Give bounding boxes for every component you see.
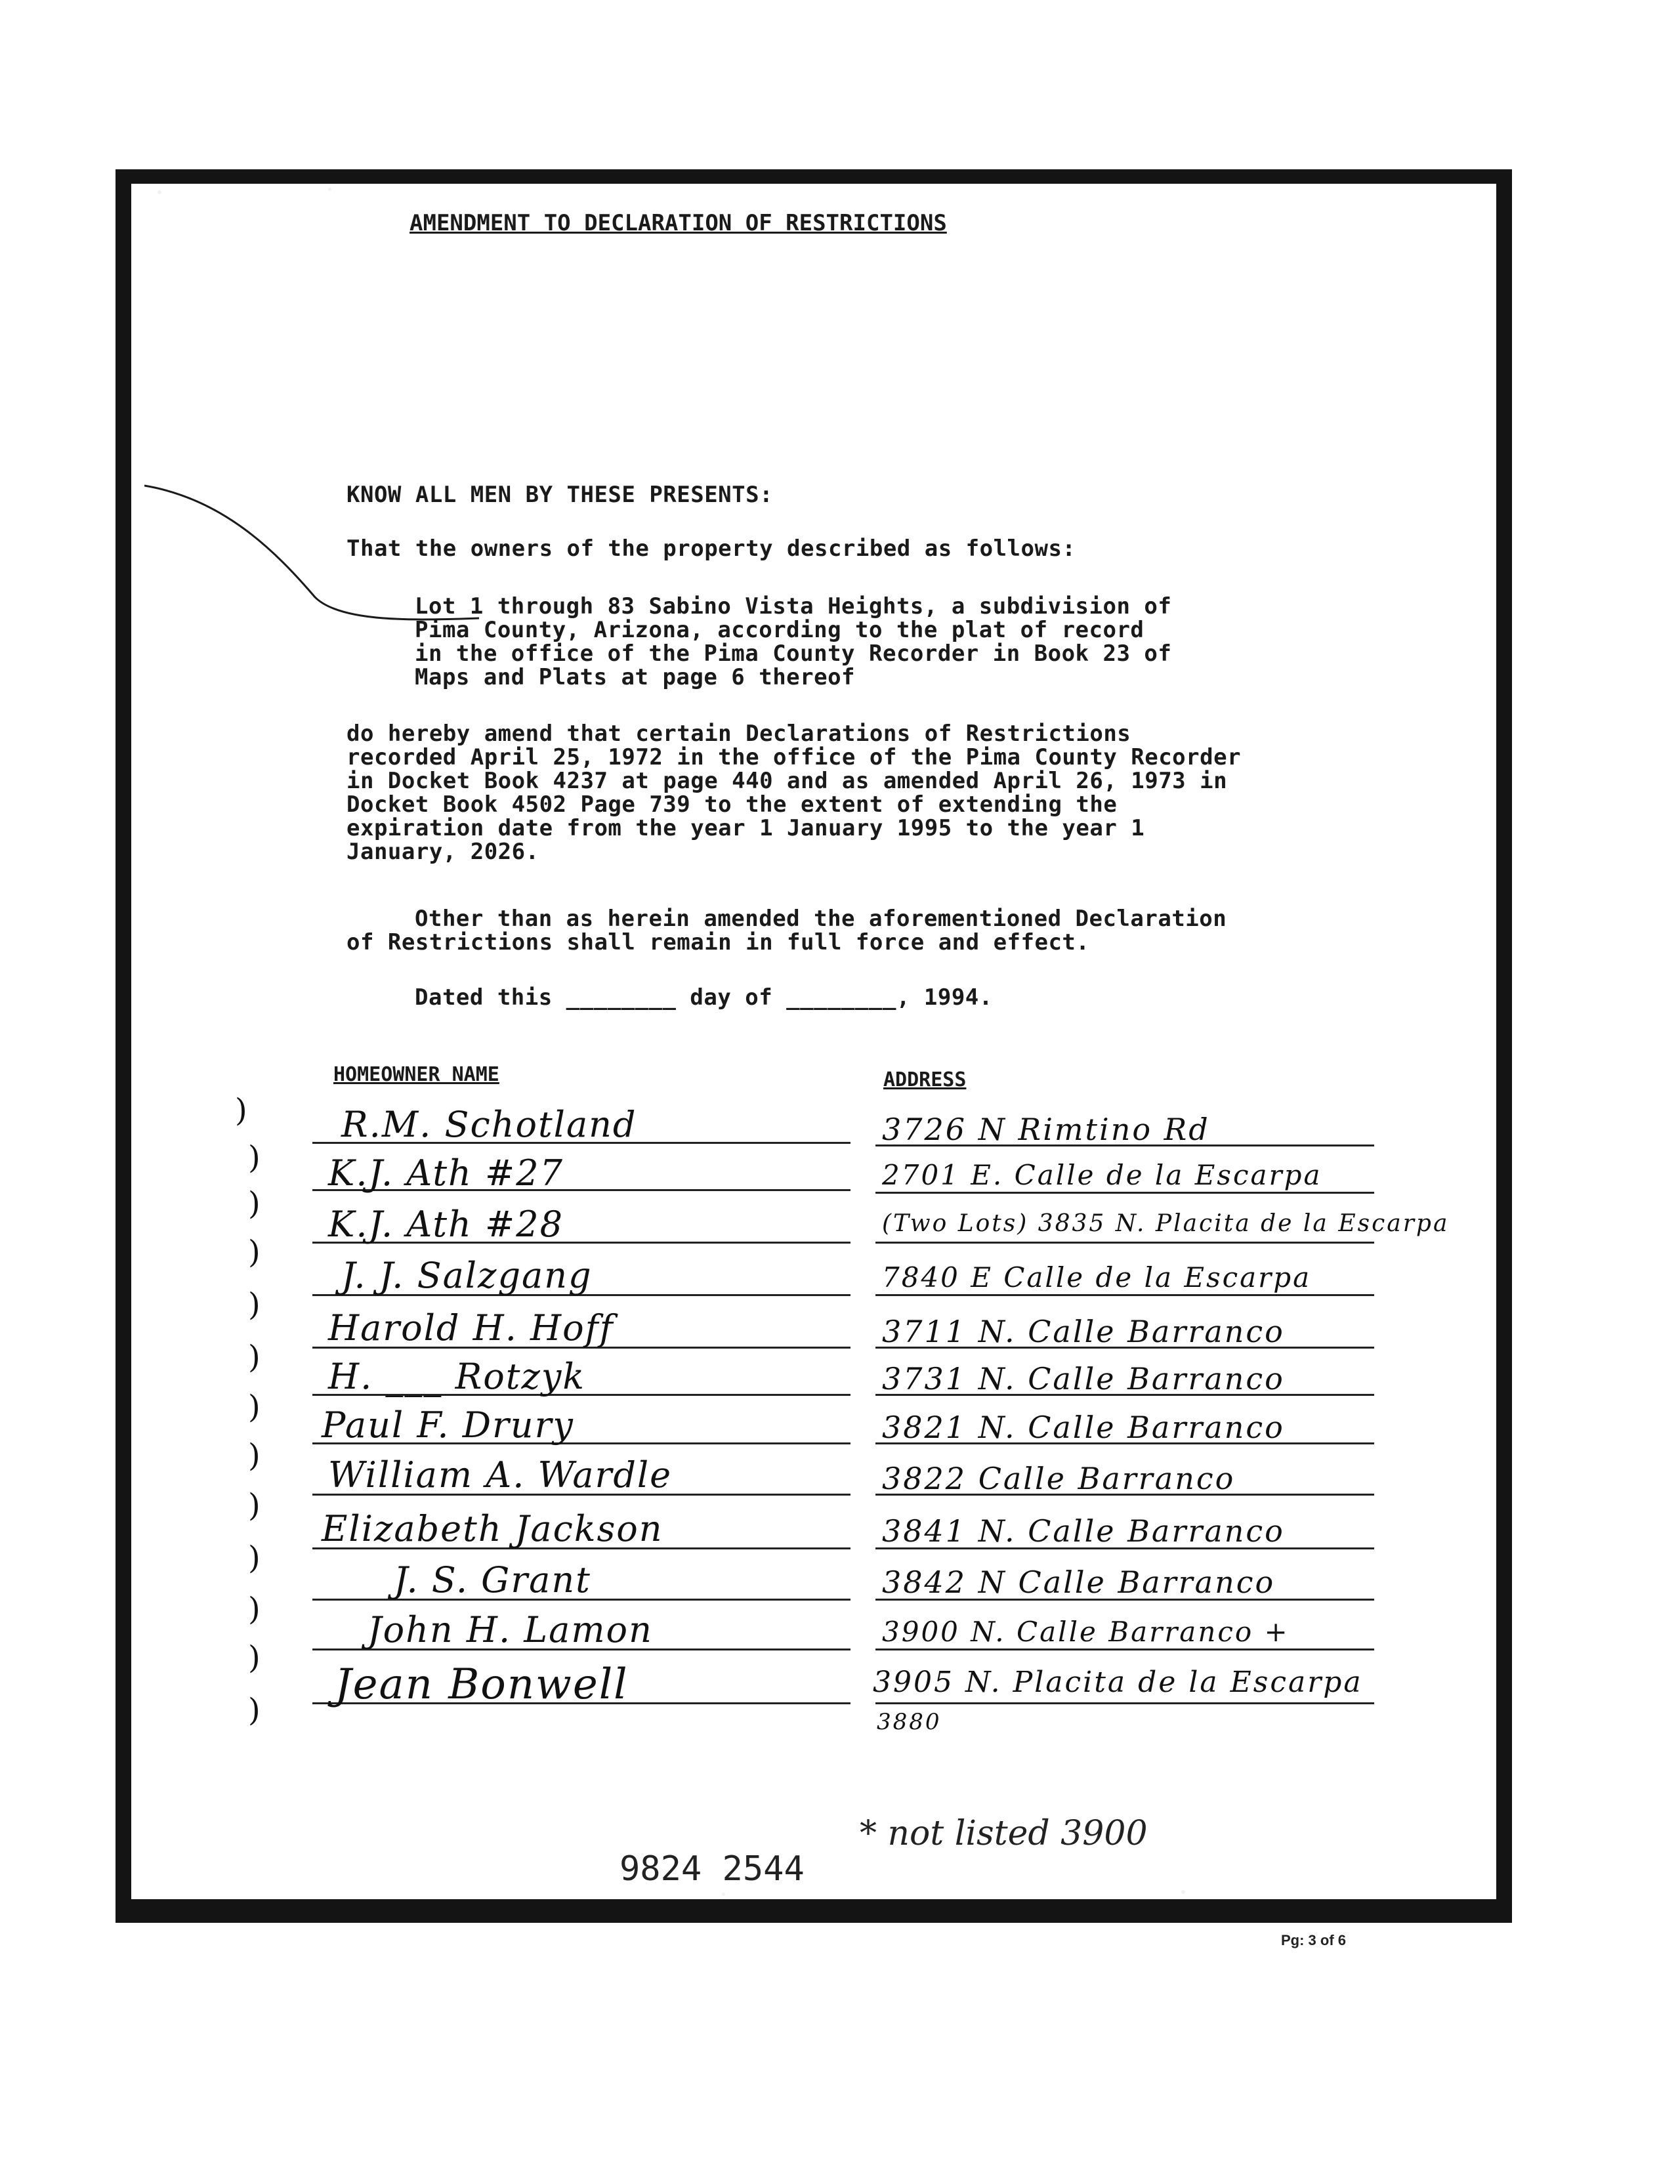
homeowner-name-header: HOMEOWNER NAME [333,1063,499,1086]
homeowner-name: J. S. Grant [394,1559,591,1601]
property-line-3: in the office of the Pima County Recorder in Book 23 of [415,640,1172,667]
property-line-2: Pima County, Arizona, according to the plat of record [415,617,1144,643]
amend-line-5: expiration date from the year 1 January 1995 to the year 1 [346,815,1145,841]
homeowner-address: (Two Lots) 3835 N. Placita de la Escarpa [882,1210,1450,1237]
property-line-4: Maps and Plats at page 6 thereof [415,664,856,690]
intro-text: That the owners of the property described as follows: [346,536,1076,562]
amend-line-4: Docket Book 4502 Page 739 to the extent of extending the [346,791,1118,818]
homeowner-address: 3822 Calle Barranco [882,1461,1236,1496]
homeowner-address: 3905 N. Placita de la Escarpa [873,1666,1363,1699]
homeowner-address: 3711 N. Calle Barranco [882,1314,1285,1349]
homeowner-name: Jean Bonwell [335,1660,629,1709]
homeowner-address: 3900 N. Calle Barranco + [882,1616,1290,1648]
homeowner-name: R.M. Schotland [341,1104,637,1145]
homeowner-address: 3842 N Calle Barranco [882,1564,1276,1600]
amend-line-6: January, 2026. [346,839,539,865]
homeowner-name: J. J. Salzgang [341,1255,593,1296]
homeowner-name: K.J. Ath #28 [328,1204,564,1245]
homeowner-name: K.J. Ath #27 [328,1152,564,1194]
page-number-label: Pg: 3 of 6 [1281,1932,1347,1948]
homeowner-name: Harold H. Hoff [328,1307,614,1349]
property-line-1: Lot 1 through 83 Sabino Vista Heights, a subdivision of [415,593,1172,620]
homeowner-name: Elizabeth Jackson [322,1508,663,1549]
amend-line-3: in Docket Book 4237 at page 440 and as amended April 26, 1973 in [346,768,1228,794]
other-line-1: Other than as herein amended the aforementioned Declaration [415,906,1227,932]
homeowner-address: 3726 N Rimtino Rd [882,1112,1210,1147]
homeowner-address: 2701 E. Calle de la Escarpa [882,1159,1322,1191]
handwritten-note: * not listed 3900 [860,1814,1148,1853]
amend-line-2: recorded April 25, 1972 in the office of the Pima County Recorder [346,744,1242,770]
homeowner-address: 3841 N. Calle Barranco [882,1513,1285,1549]
other-line-2: of Restrictions shall remain in full force and effect. [346,929,1090,956]
document-title: AMENDMENT TO DECLARATION OF RESTRICTIONS [410,210,947,236]
homeowner-address: 3880 [877,1709,942,1735]
amend-line-1: do hereby amend that certain Declarations of Restrictions [346,721,1131,747]
scanned-page-frame [116,169,1512,1923]
homeowner-address: 3731 N. Calle Barranco [882,1361,1285,1396]
salutation: KNOW ALL MEN BY THESE PRESENTS: [346,482,774,508]
address-header: ADDRESS [883,1068,967,1091]
homeowner-name: H. ___ Rotzyk [328,1356,586,1397]
homeowner-address: 3821 N. Calle Barranco [882,1410,1285,1445]
homeowner-name: Paul F. Drury [322,1404,574,1446]
homeowner-address: 7840 E Calle de la Escarpa [882,1261,1312,1293]
document-paper [131,184,1496,1899]
homeowner-name: William A. Wardle [328,1454,673,1496]
dated-line: Dated this ________ day of ________, 1994. [415,984,993,1011]
recording-numbers: 9824 2544 [620,1849,805,1889]
homeowner-name: John H. Lamon [368,1609,653,1650]
